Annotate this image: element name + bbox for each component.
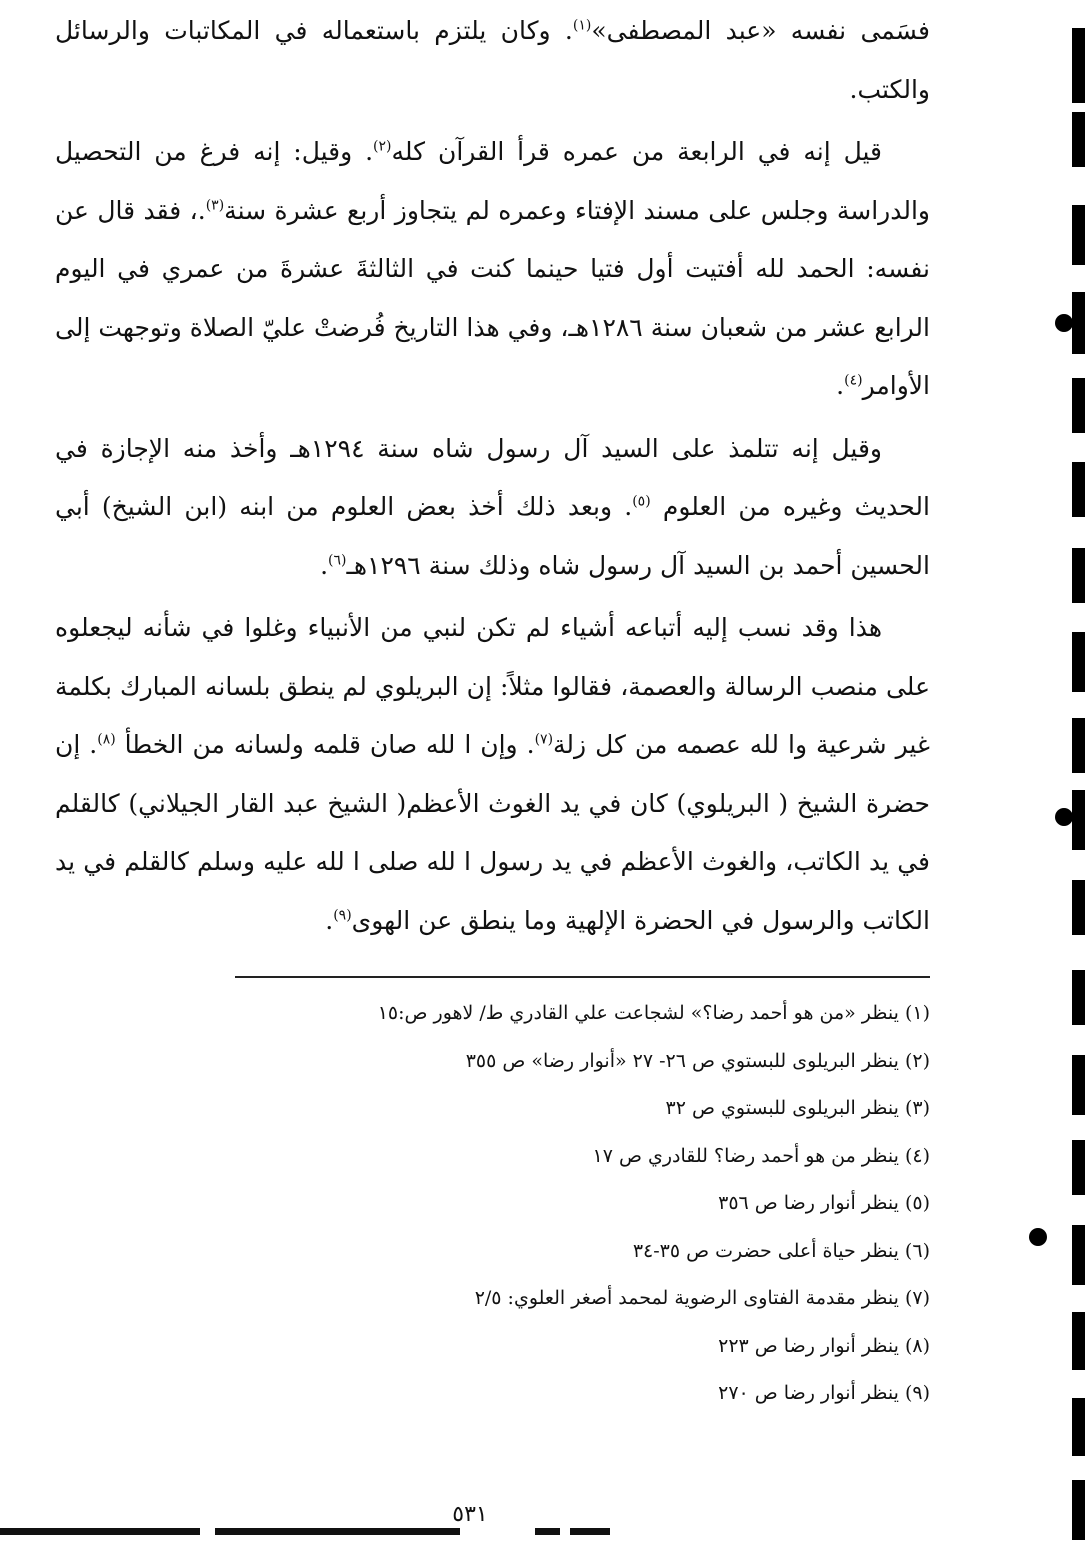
footnote-9: (٩) ينظر أنوار رضا ص ٢٧٠ [718,1382,930,1404]
footnote-ref-2: (٢) [373,138,392,155]
paragraph-1-text-2: . وكان يلتزم باستعماله في المكاتبات والرسائل والكتب. [55,16,930,104]
paragraph-4-text-4: . [325,905,334,935]
paragraph-3-text-1: وقيل إنه تتلمذ على السيد آل رسول شاه سنة ١٢٩٤هـ وأخذ منه الإجازة في الحديث وغيره من العلوم [55,433,930,521]
footnote-separator [235,976,930,978]
scan-edge-mark [1072,1312,1085,1370]
scan-edge-mark [1072,1480,1085,1540]
footnote-ref-7: (٧) [534,731,554,748]
footnote-5: (٥) ينظر أنوار رضا ص ٣٥٦ [718,1192,930,1214]
footnote-1: (١) ينظر «من هو أحمد رضا؟» لشجاعت علي القادري ط/ لاهور ص:١٥ [377,1002,930,1024]
footnote-ref-9: (٩) [333,907,352,924]
scan-edge-mark [1072,548,1085,603]
footnote-ref-6: (٦) [328,552,347,569]
paragraph-2-text-3: .، فقد قال عن نفسه: الحمد لله أفتيت أول فتيا حينما كنت في الثالثةَ عشرةَ من عمري في اليوم الرابع عشر من شعبان سنة ١٢٨٦هـ، وفي هذا التاريخ فُرضتْ عليّ الصلاة وتوجهت إلى الأوامر [55,195,930,400]
footnote-4: (٤) ينظر من هو أحمد رضا؟ للقادري ص ١٧ [592,1144,930,1167]
paragraph-4-text-2: . وإن ا لله صان قلمه ولسانه من الخطأ [115,730,535,759]
scan-edge-mark [1072,1055,1085,1115]
scan-edge-mark [1072,970,1085,1025]
scan-bottom-smear [535,1528,560,1535]
scan-edge-mark [1072,790,1085,850]
page-number: ٥٣١ [452,1502,488,1527]
footnotes [55,990,930,1418]
scan-edge-mark [1072,112,1085,167]
scan-bottom-smear [570,1528,610,1535]
paragraph-2-text-1: قيل إنه في الرابعة من عمره قرأ القرآن كله [391,137,882,166]
scan-edge-mark [1072,378,1085,433]
scan-edge-mark [1072,462,1085,517]
scan-bottom-smear [215,1528,460,1535]
paragraph-1 [55,2,930,119]
paragraph-3-text-2: . وبعد ذلك أخذ بعض العلوم من ابنه (ابن الشيخ) أبي الحسين أحمد بن السيد آل رسول شاه وذلك سنة ١٢٩٦هـ [55,492,930,580]
scan-edge-mark [1072,1140,1085,1195]
paragraph-2-text-2: . وقيل: إنه فرغ من التحصيل والدراسة وجلس على مسند الإفتاء وعمره لم يتجاوز أربع عشرة سنة [55,137,930,225]
footnote-8: (٨) ينظر أنوار رضا ص ٢٢٣ [718,1334,930,1357]
body-text [55,2,930,954]
scan-edge-mark [1072,632,1085,692]
scan-edge-mark [1072,718,1085,773]
footnote-3: (٣) ينظر البريلوى للبستوي ص ٣٢ [665,1097,930,1119]
footnote-6: (٦) ينظر حياة أعلى حضرت ص ٣٥-٣٤ [632,1239,930,1262]
paragraph-4-text-1: هذا وقد نسب إليه أتباعه أشياء لم تكن لنبي من الأنبياء وغلوا في شأنه ليجعلوه على منصب الرسالة والعصمة، فقالوا مثلاً: إن البريلوي لم ينطق بلسانه المبارك بكلمة غير شرعية وا لله عصمه من كل زلة [55,613,930,759]
paragraph-3 [55,420,930,596]
paragraph-2 [55,123,930,416]
scan-edge-mark [1072,880,1085,935]
scan-edge-mark [1072,292,1085,354]
scan-edge-mark [1072,205,1085,265]
paragraph-3-text-3: . [320,550,329,580]
footnote-ref-5: (٥) [632,493,651,510]
footnote-2: (٢) ينظر البريلوى للبستوي ص ٢٦- ٢٧ «أنوار رضا» ص ٣٥٥ [465,1049,930,1072]
scan-bottom-smear [0,1528,200,1535]
paragraph-4 [55,599,930,950]
scan-edge-dot [1029,1228,1047,1246]
scan-edge-dot [1055,314,1073,332]
paragraph-2-text-4: . [836,371,845,400]
footnote-ref-1: (١) [572,17,592,34]
footnote-ref-8: (٨) [97,731,116,748]
scan-edge-mark [1072,1225,1085,1285]
scan-edge-dot [1055,808,1073,826]
scan-edge-mark [1072,1398,1085,1456]
paragraph-1-text-1: فسَمى نفسه «عبد المصطفى» [591,16,930,45]
scan-edge-mark [1072,28,1085,103]
footnote-ref-4: (٤) [844,372,863,389]
document-page [55,0,930,1551]
footnote-ref-3: (٣) [205,197,225,214]
footnote-7: (٧) ينظر مقدمة الفتاوى الرضوية لمحمد أصغر العلوي: ٢/٥ [474,1287,930,1309]
paragraph-4-text-3: . إن حضرة الشيخ ( البريلوي) كان في يد الغوث الأعظم( الشيخ عبد القار الجيلاني) كالقلم في يد الكاتب، والغوث الأعظم في يد رسول ا لله صلى ا لله عليه وسلم كالقلم في يد الكاتب والرسول في الحضرة الإلهية وما ينطق عن الهوى [55,730,930,935]
